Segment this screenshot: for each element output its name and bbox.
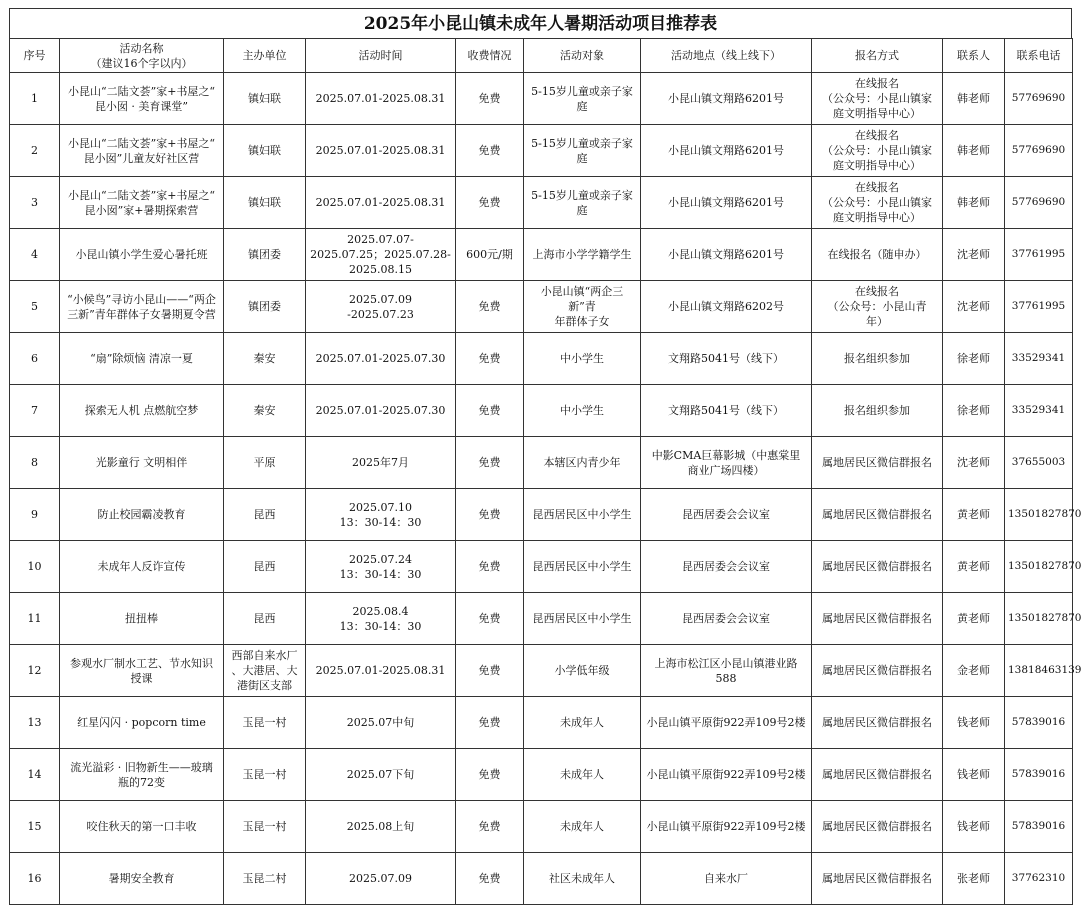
header-name: 活动名称 （建议16个字以内） — [60, 39, 224, 73]
cell-fee[interactable]: 免费 — [456, 749, 524, 801]
cell-time[interactable]: 2025.08上旬 — [306, 801, 456, 853]
cell-no[interactable]: 5 — [10, 281, 60, 333]
table-title: 2025年小昆山镇未成年人暑期活动项目推荐表 — [9, 8, 1072, 38]
cell-phone[interactable]: 57839016 — [1005, 801, 1073, 853]
table-row — [10, 593, 1073, 645]
header-contact: 联系人 — [943, 39, 1005, 73]
cell-place[interactable]: 小昆山镇平原街922弄109号2楼 — [641, 801, 812, 853]
cell-contact[interactable]: 钱老师 — [943, 697, 1005, 749]
cell-target[interactable]: 上海市小学学籍学生 — [524, 229, 641, 281]
cell-name[interactable]: “扇”除烦恼 清凉一夏 — [60, 333, 224, 385]
table-row — [10, 749, 1073, 801]
cell-org[interactable]: 昆西 — [224, 593, 306, 645]
cell-contact[interactable]: 韩老师 — [943, 177, 1005, 229]
cell-no[interactable]: 14 — [10, 749, 60, 801]
cell-contact[interactable]: 徐老师 — [943, 385, 1005, 437]
cell-time[interactable]: 2025.08.4 13：30-14：30 — [306, 593, 456, 645]
table-row — [10, 385, 1073, 437]
cell-target[interactable]: 社区未成年人 — [524, 853, 641, 905]
cell-no[interactable]: 4 — [10, 229, 60, 281]
cell-time[interactable]: 2025.07.09 — [306, 853, 456, 905]
cell-phone[interactable]: 33529341 — [1005, 333, 1073, 385]
cell-fee[interactable]: 免费 — [456, 541, 524, 593]
header-phone: 联系电话 — [1005, 39, 1073, 73]
header-no: 序号 — [10, 39, 60, 73]
cell-fee[interactable]: 免费 — [456, 489, 524, 541]
header-row — [10, 39, 1073, 73]
table-row — [10, 697, 1073, 749]
cell-target[interactable]: 5-15岁儿童或亲子家庭 — [524, 73, 641, 125]
cell-contact[interactable]: 沈老师 — [943, 281, 1005, 333]
cell-target[interactable]: 小昆山镇“两企三新”青 年群体子女 — [524, 281, 641, 333]
cell-org[interactable]: 昆西 — [224, 489, 306, 541]
cell-place[interactable]: 小昆山镇平原街922弄109号2楼 — [641, 749, 812, 801]
cell-contact[interactable]: 钱老师 — [943, 801, 1005, 853]
cell-org[interactable]: 镇妇联 — [224, 125, 306, 177]
cell-signup[interactable]: 属地居民区微信群报名 — [812, 437, 943, 489]
cell-target[interactable]: 昆西居民区中小学生 — [524, 593, 641, 645]
cell-name[interactable]: 流光溢彩 · 旧物新生——玻璃 瓶的72变 — [60, 749, 224, 801]
cell-contact[interactable]: 徐老师 — [943, 333, 1005, 385]
cell-name[interactable]: 扭扭棒 — [60, 593, 224, 645]
cell-time[interactable]: 2025.07下旬 — [306, 749, 456, 801]
cell-contact[interactable]: 钱老师 — [943, 749, 1005, 801]
cell-phone[interactable]: 57769690 — [1005, 125, 1073, 177]
cell-contact[interactable]: 张老师 — [943, 853, 1005, 905]
table-row — [10, 229, 1073, 281]
cell-time[interactable]: 2025.07.24 13：30-14：30 — [306, 541, 456, 593]
cell-target[interactable]: 5-15岁儿童或亲子家庭 — [524, 125, 641, 177]
table-row — [10, 125, 1073, 177]
cell-phone[interactable]: 57839016 — [1005, 749, 1073, 801]
cell-target[interactable]: 未成年人 — [524, 749, 641, 801]
cell-fee[interactable]: 免费 — [456, 645, 524, 697]
cell-contact[interactable]: 黄老师 — [943, 541, 1005, 593]
cell-signup[interactable]: 在线报名 （公众号：小昆山镇家 庭文明指导中心） — [812, 125, 943, 177]
cell-signup[interactable]: 属地居民区微信群报名 — [812, 645, 943, 697]
cell-place[interactable]: 小昆山镇文翔路6201号 — [641, 125, 812, 177]
cell-signup[interactable]: 属地居民区微信群报名 — [812, 801, 943, 853]
cell-target[interactable]: 小学低年级 — [524, 645, 641, 697]
cell-no[interactable]: 1 — [10, 73, 60, 125]
cell-no[interactable]: 6 — [10, 333, 60, 385]
cell-phone[interactable]: 13501827870 — [1005, 593, 1073, 645]
table-row — [10, 177, 1073, 229]
header-time: 活动时间 — [306, 39, 456, 73]
cell-signup[interactable]: 属地居民区微信群报名 — [812, 749, 943, 801]
cell-phone[interactable]: 13501827870 — [1005, 489, 1073, 541]
cell-org[interactable]: 玉昆二村 — [224, 853, 306, 905]
cell-signup[interactable]: 属地居民区微信群报名 — [812, 697, 943, 749]
cell-target[interactable]: 本辖区内青少年 — [524, 437, 641, 489]
cell-name[interactable]: 探索无人机 点燃航空梦 — [60, 385, 224, 437]
table-row — [10, 489, 1073, 541]
cell-contact[interactable]: 沈老师 — [943, 437, 1005, 489]
cell-target[interactable]: 中小学生 — [524, 385, 641, 437]
table-row — [10, 73, 1073, 125]
table-row — [10, 645, 1073, 697]
cell-phone[interactable]: 37655003 — [1005, 437, 1073, 489]
cell-contact[interactable]: 黄老师 — [943, 593, 1005, 645]
cell-no[interactable]: 9 — [10, 489, 60, 541]
cell-target[interactable]: 未成年人 — [524, 801, 641, 853]
cell-fee[interactable]: 免费 — [456, 437, 524, 489]
cell-contact[interactable]: 韩老师 — [943, 125, 1005, 177]
cell-place[interactable]: 文翔路5041号（线下） — [641, 333, 812, 385]
cell-org[interactable]: 平原 — [224, 437, 306, 489]
cell-time[interactable]: 2025年7月 — [306, 437, 456, 489]
cell-place[interactable]: 小昆山镇文翔路6201号 — [641, 177, 812, 229]
cell-target[interactable]: 5-15岁儿童或亲子家庭 — [524, 177, 641, 229]
cell-org[interactable]: 昆西 — [224, 541, 306, 593]
cell-place[interactable]: 小昆山镇文翔路6202号 — [641, 281, 812, 333]
cell-place[interactable]: 小昆山镇平原街922弄109号2楼 — [641, 697, 812, 749]
header-org: 主办单位 — [224, 39, 306, 73]
cell-name[interactable]: 防止校园霸凌教育 — [60, 489, 224, 541]
cell-fee[interactable]: 免费 — [456, 385, 524, 437]
cell-time[interactable]: 2025.07.07- 2025.07.25；2025.07.28- 2025.08.15 — [306, 229, 456, 281]
cell-place[interactable]: 上海市松江区小昆山镇港业路 588 — [641, 645, 812, 697]
cell-phone[interactable]: 13501827870 — [1005, 541, 1073, 593]
cell-phone[interactable]: 57769690 — [1005, 177, 1073, 229]
cell-phone[interactable]: 37761995 — [1005, 229, 1073, 281]
cell-no[interactable]: 10 — [10, 541, 60, 593]
spreadsheet-sheet — [9, 8, 1082, 905]
cell-name[interactable]: 红星闪闪 · popcorn time — [60, 697, 224, 749]
cell-name[interactable]: 小昆山镇小学生爱心暑托班 — [60, 229, 224, 281]
table-row — [10, 853, 1073, 905]
cell-time[interactable]: 2025.07中旬 — [306, 697, 456, 749]
cell-no[interactable]: 12 — [10, 645, 60, 697]
table-row — [10, 801, 1073, 853]
table-row — [10, 281, 1073, 333]
cell-org[interactable]: 秦安 — [224, 333, 306, 385]
cell-fee[interactable]: 免费 — [456, 73, 524, 125]
table-row — [10, 541, 1073, 593]
cell-time[interactable]: 2025.07.01-2025.07.30 — [306, 385, 456, 437]
cell-contact[interactable]: 金老师 — [943, 645, 1005, 697]
cell-time[interactable]: 2025.07.01-2025.08.31 — [306, 73, 456, 125]
cell-org[interactable]: 玉昆一村 — [224, 801, 306, 853]
cell-no[interactable]: 2 — [10, 125, 60, 177]
cell-time[interactable]: 2025.07.01-2025.07.30 — [306, 333, 456, 385]
cell-target[interactable]: 未成年人 — [524, 697, 641, 749]
cell-signup[interactable]: 属地居民区微信群报名 — [812, 853, 943, 905]
cell-fee[interactable]: 免费 — [456, 593, 524, 645]
cell-place[interactable]: 昆西居委会会议室 — [641, 541, 812, 593]
cell-time[interactable]: 2025.07.01-2025.08.31 — [306, 125, 456, 177]
cell-no[interactable]: 16 — [10, 853, 60, 905]
cell-phone[interactable]: 37762310 — [1005, 853, 1073, 905]
header-target: 活动对象 — [524, 39, 641, 73]
cell-no[interactable]: 13 — [10, 697, 60, 749]
cell-org[interactable]: 西部自来水厂 、大港居、大 港街区支部 — [224, 645, 306, 697]
cell-signup[interactable]: 属地居民区微信群报名 — [812, 593, 943, 645]
cell-place[interactable]: 小昆山镇文翔路6201号 — [641, 73, 812, 125]
cell-place[interactable]: 昆西居委会会议室 — [641, 489, 812, 541]
cell-fee[interactable]: 免费 — [456, 853, 524, 905]
table-row — [10, 437, 1073, 489]
cell-name[interactable]: 暑期安全教育 — [60, 853, 224, 905]
header-place: 活动地点（线上线下） — [641, 39, 812, 73]
cell-no[interactable]: 11 — [10, 593, 60, 645]
cell-name[interactable]: 咬住秋天的第一口丰收 — [60, 801, 224, 853]
cell-org[interactable]: 镇妇联 — [224, 177, 306, 229]
cell-name[interactable]: 小昆山“二陆文荟”家+书屋之“ 昆小囡 · 美育课堂” — [60, 73, 224, 125]
cell-org[interactable]: 秦安 — [224, 385, 306, 437]
cell-signup[interactable]: 在线报名 （公众号：小昆山镇家 庭文明指导中心） — [812, 73, 943, 125]
cell-phone[interactable]: 37761995 — [1005, 281, 1073, 333]
cell-name[interactable]: 参观水厂制水工艺、节水知识 授课 — [60, 645, 224, 697]
cell-signup[interactable]: 在线报名 （公众号：小昆山青 年） — [812, 281, 943, 333]
cell-time[interactable]: 2025.07.09 -2025.07.23 — [306, 281, 456, 333]
cell-time[interactable]: 2025.07.01-2025.08.31 — [306, 645, 456, 697]
cell-no[interactable]: 7 — [10, 385, 60, 437]
cell-time[interactable]: 2025.07.01-2025.08.31 — [306, 177, 456, 229]
cell-no[interactable]: 3 — [10, 177, 60, 229]
cell-name[interactable]: “小候鸟”寻访小昆山——“两企 三新”青年群体子女暑期夏令营 — [60, 281, 224, 333]
cell-signup[interactable]: 属地居民区微信群报名 — [812, 541, 943, 593]
cell-name[interactable]: 未成年人反诈宣传 — [60, 541, 224, 593]
header-fee: 收费情况 — [456, 39, 524, 73]
cell-phone[interactable]: 13818463139 — [1005, 645, 1073, 697]
cell-org[interactable]: 玉昆一村 — [224, 697, 306, 749]
table-row — [10, 333, 1073, 385]
cell-contact[interactable]: 韩老师 — [943, 73, 1005, 125]
cell-signup[interactable]: 在线报名（随申办） — [812, 229, 943, 281]
cell-fee[interactable]: 600元/期 — [456, 229, 524, 281]
cell-fee[interactable]: 免费 — [456, 697, 524, 749]
cell-phone[interactable]: 33529341 — [1005, 385, 1073, 437]
cell-org[interactable]: 镇妇联 — [224, 73, 306, 125]
cell-name[interactable]: 小昆山“二陆文荟”家+书屋之“ 昆小囡”家+暑期探索营 — [60, 177, 224, 229]
cell-target[interactable]: 中小学生 — [524, 333, 641, 385]
cell-signup[interactable]: 属地居民区微信群报名 — [812, 489, 943, 541]
cell-phone[interactable]: 57769690 — [1005, 73, 1073, 125]
activity-table — [9, 38, 1082, 905]
cell-fee[interactable]: 免费 — [456, 333, 524, 385]
cell-fee[interactable]: 免费 — [456, 281, 524, 333]
table-body — [10, 73, 1082, 905]
cell-place[interactable]: 自来水厂 — [641, 853, 812, 905]
cell-target[interactable]: 昆西居民区中小学生 — [524, 489, 641, 541]
cell-place[interactable]: 文翔路5041号（线下） — [641, 385, 812, 437]
cell-contact[interactable]: 黄老师 — [943, 489, 1005, 541]
cell-phone[interactable]: 57839016 — [1005, 697, 1073, 749]
cell-no[interactable]: 8 — [10, 437, 60, 489]
cell-name[interactable]: 光影童行 文明相伴 — [60, 437, 224, 489]
cell-fee[interactable]: 免费 — [456, 125, 524, 177]
cell-name[interactable]: 小昆山“二陆文荟”家+书屋之“ 昆小囡”儿童友好社区营 — [60, 125, 224, 177]
cell-place[interactable]: 昆西居委会会议室 — [641, 593, 812, 645]
cell-org[interactable]: 镇团委 — [224, 229, 306, 281]
cell-fee[interactable]: 免费 — [456, 801, 524, 853]
cell-target[interactable]: 昆西居民区中小学生 — [524, 541, 641, 593]
header-signup: 报名方式 — [812, 39, 943, 73]
cell-place[interactable]: 小昆山镇文翔路6201号 — [641, 229, 812, 281]
cell-signup[interactable]: 在线报名 （公众号：小昆山镇家 庭文明指导中心） — [812, 177, 943, 229]
cell-time[interactable]: 2025.07.10 13：30-14：30 — [306, 489, 456, 541]
cell-org[interactable]: 镇团委 — [224, 281, 306, 333]
cell-no[interactable]: 15 — [10, 801, 60, 853]
cell-org[interactable]: 玉昆一村 — [224, 749, 306, 801]
cell-fee[interactable]: 免费 — [456, 177, 524, 229]
cell-signup[interactable]: 报名组织参加 — [812, 385, 943, 437]
cell-place[interactable]: 中影CMA巨幕影城（中惠棠里 商业广场四楼） — [641, 437, 812, 489]
cell-contact[interactable]: 沈老师 — [943, 229, 1005, 281]
cell-signup[interactable]: 报名组织参加 — [812, 333, 943, 385]
